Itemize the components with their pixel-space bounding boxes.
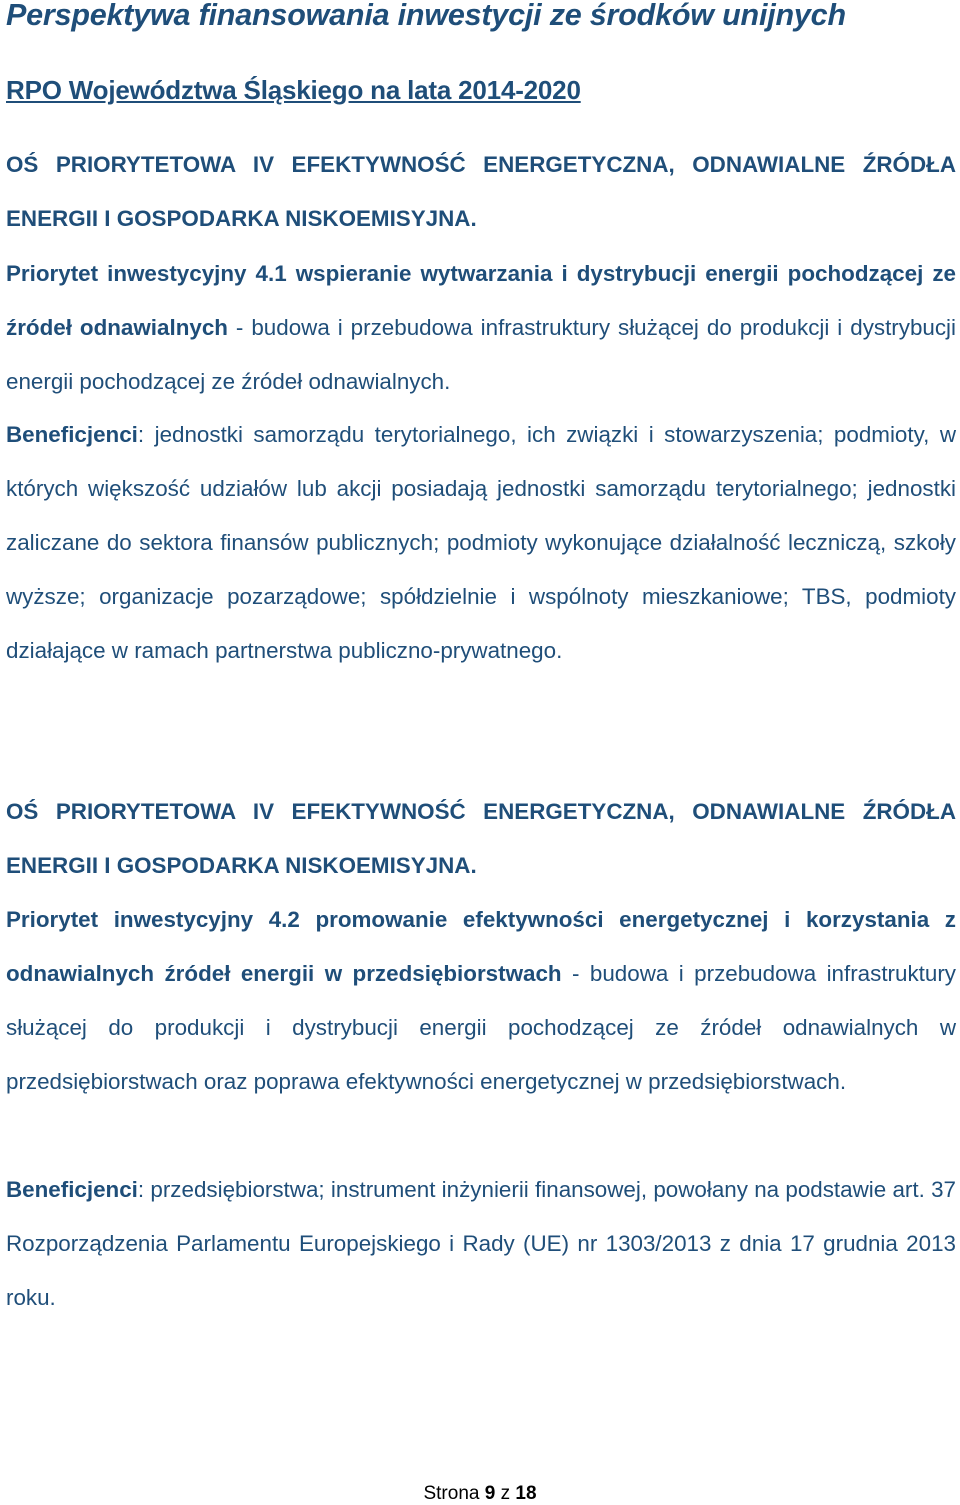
total-page-count: 18: [515, 1483, 537, 1504]
priority-paragraph-1: [6, 247, 956, 409]
beneficiaries-text-1: : jednostki samorządu terytorialnego, ich związki i stowarzyszenia; podmioty, w których większość udziałów lub akcji posiadają jednostki samorządu terytorialnego; jednostki zaliczane do sektora finansów publicznych; podmioty wykonujące działalność leczniczą, szkoły wyższe; organizacje pozarządowe; spółdzielnie i wspólnoty mieszkaniowe; TBS, podmioty działające w ramach partnerstwa publiczno-prywatnego.: [6, 422, 956, 663]
priority-title-2: Priorytet inwestycyjny 4.2 promowanie efektywności energetycznej i korzystania z odnawialnych źródeł energii w przedsiębiorstwach: [6, 907, 956, 986]
document-subtitle: RPO Województwa Śląskiego na lata 2014-2020: [6, 75, 581, 105]
document-title: Perspektywa finansowania inwestycji ze środków unijnych: [6, 0, 846, 32]
current-page-number: 9: [484, 1483, 496, 1504]
page-footer: [0, 1483, 960, 1505]
priority-description-1: - budowa i przebudowa infrastruktury służącej do produkcji i dystrybucji energii pochodzącej ze źródeł odnawialnych.: [6, 315, 957, 394]
priority-paragraph-2: [6, 893, 956, 1109]
beneficiaries-paragraph-1: [6, 408, 956, 678]
beneficiaries-label-2: Beneficjenci: [6, 1177, 138, 1202]
priority-title-1: Priorytet inwestycyjny 4.1 wspieranie wytwarzania i dystrybucji energii pochodzącej ze źródeł odnawialnych: [6, 261, 956, 340]
beneficiaries-label-1: Beneficjenci: [6, 422, 138, 447]
beneficiaries-text-2: : przedsiębiorstwa; instrument inżynierii finansowej, powołany na podstawie art. 37 Rozporządzenia Parlamentu Europejskiego i Rady (UE) nr 1303/2013 z dnia 17 grudnia 2013 roku.: [6, 1177, 956, 1310]
axis-heading-1: OŚ PRIORYTETOWA IV EFEKTYWNOŚĆ ENERGETYCZNA, ODNAWIALNE ŹRÓDŁA ENERGII I GOSPODARKA NISKOEMISYJNA.: [6, 152, 956, 231]
page-label: Strona: [423, 1483, 480, 1504]
page-separator: z: [500, 1483, 511, 1504]
axis-heading-2: OŚ PRIORYTETOWA IV EFEKTYWNOŚĆ ENERGETYCZNA, ODNAWIALNE ŹRÓDŁA ENERGII I GOSPODARKA NISKOEMISYJNA.: [6, 799, 956, 878]
beneficiaries-paragraph-2: [6, 1163, 956, 1325]
priority-description-2: - budowa i przebudowa infrastruktury służącej do produkcji i dystrybucji energii pochodzącej ze źródeł odnawialnych w przedsiębiorstwach oraz poprawa efektywności energetycznej w przedsiębiorstwach.: [6, 961, 956, 1094]
